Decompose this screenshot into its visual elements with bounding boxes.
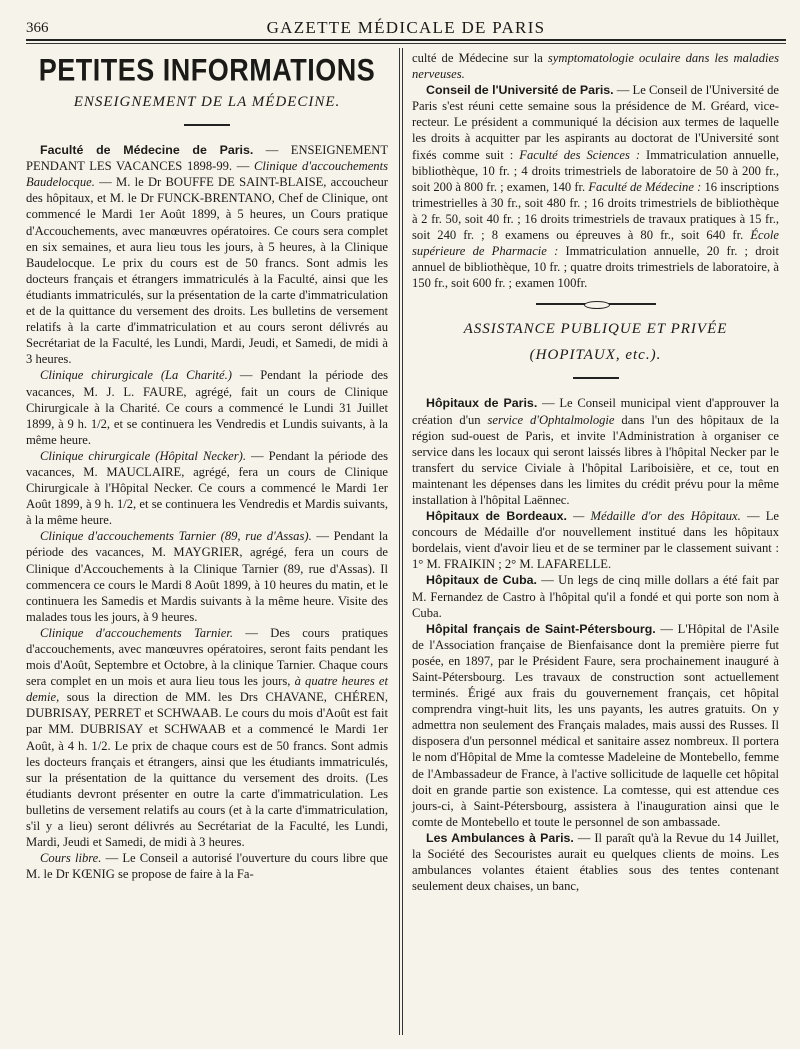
article-tarnier-assas: Clinique d'accouchements Tarnier (89, rue d'Assas). — Pendant la période des vacances, M. MAYGRIER, agrégé, fera un cours de Clinique d'Accouchements à la Clinique Tarnier (89, rue d'Assas). Il commencera ce cours le Mardi 8 Août 1899, à 10 heures du matin, et le continuera les Samedis et Mardis suivants à la même heure. Visite des malades tous les jours, à 9 heures. xyxy=(26,529,388,624)
article-hopitaux-bordeaux: Hôpitaux de Bordeaux. — Médaille d'or des Hôpitaux. — Le concours de Médaille d'or nouvellement institué dans les hôpitaux bordelais, vient d'avoir lieu et de se terminer par le classement suivant : 1° M. FRAIKIN ; 2° M. LAFARELLE. xyxy=(412,509,779,572)
article-heading: Les Ambulances à Paris. xyxy=(426,830,574,845)
column-separator-2 xyxy=(402,48,403,1035)
article-conseil: Conseil de l'Université de Paris. — Le Conseil de l'Université de Paris s'est réuni cette semaine sous la présidence de M. Gréard, vice-recteur. Le président a communiqué la décision aux termes de laquelle les droits à acquitter par les aspirants au doctorat de l'Université sont fixés comme suit : Faculté des Sciences : Immatriculation annuelle, bibliothèque, 10 fr. ; 4 droits trimestriels de laboratoire de 50 à 200 fr., soit 200 à 800 fr. ; examen, 140 fr. Faculté de Médecine : 16 inscriptions trimestrielles à 30 fr., soit 480 fr. ; 16 droits trimestriels de bibliothèque à 2 fr. 50, soit 40 fr. ; 16 droits trimestriels de travaux pratiques à 15 fr., soit 240 fr. ; 8 examens ou épreuves à 80 fr., soit 640 fr. École supérieure de Pharmacie : Immatriculation annuelle, 20 fr. ; droit annuel de bibliothèque, 10 fr. ; quatre droits trimestriels de laboratoire, à 150 fr., soit 600 fr. ; examen 100fr. xyxy=(412,83,779,291)
article-heading: Clinique d'accouchements Tarnier. xyxy=(40,625,234,640)
article-heading: Faculté de Médecine de Paris. xyxy=(40,143,254,158)
left-column xyxy=(26,52,388,882)
main-title: PETITES INFORMATIONS xyxy=(38,52,376,88)
article-faculte: Faculté de Médecine de Paris. — ENSEIGNEMENT PENDANT LES VACANCES 1898-99. — Clinique d'accouchements Baudelocque. — M. le Dr BOUFFE DE SAINT-BLAISE, accoucheur des hôpitaux, et M. le Dr FUNCK-BRENTANO, Chef de Clinique, ont commencé le Mardi 1er Août 1899, à 5 heures, un Cours pratique d'Accouchements, avec manœuvres opératoires. Ce cours sera complet en six semaines, et aura lieu tous les jours, à 5 heures, à la Clinique Baudelocque. Le prix du cours est de 50 francs. Sont admis les docteurs français et étrangers immatriculés à la Faculté, ainsi que les étudiants immatriculés, sur la présentation de la carte d'immatriculation et de la quittance du versement des droits. Les bulletins de versement relatifs à la carte d'immatriculation et au cours seront délivrés au Secrétariat de la Faculté, les Lundi, Mardi, Jeudi, et Samedi, de midi à 3 heures. xyxy=(26,143,389,367)
section-title-assistance: ASSISTANCE PUBLIQUE ET PRIVÉE xyxy=(463,321,728,338)
article-charite: Clinique chirurgicale (La Charité.) — Pendant la période des vacances, M. J. L. FAURE, agrégé, fait un cours de Clinique Chirurgicale à la Charité. Ce cours a commencé le Lundi 31 Juillet 1899, à 9 h. 1/2, et se continuera les Vendredis et Lundis suivants, à la même heure. xyxy=(26,368,388,447)
article-heading: Clinique d'accouchements Tarnier (89, rue d'Assas). xyxy=(40,529,312,544)
page-header xyxy=(26,8,786,38)
article-heading: Hôpitaux de Cuba. xyxy=(426,573,537,588)
article-heading: Hôpitaux de Paris. xyxy=(426,396,538,411)
article-heading: Cours libre. xyxy=(40,851,102,866)
page-number: 366 xyxy=(26,20,49,36)
section-divider xyxy=(573,377,619,379)
header-rule-thin xyxy=(26,43,786,44)
right-column xyxy=(412,50,779,894)
article-necker: Clinique chirurgicale (Hôpital Necker). — Pendant la période des vacances, M. MAUCLAIRE, agrégé, fera un cours de Clinique Chirurgicale à l'Hôpital Necker. Ce cours a commencé le Mardi 1er Août 1899, à 9 h. 1/2, et se continuera les Vendredis et Mardis suivants, à la même heure. xyxy=(26,448,388,528)
section-divider xyxy=(184,124,230,126)
article-heading: Conseil de l'Université de Paris. xyxy=(426,83,614,98)
article-hopitaux-paris: Hôpitaux de Paris. — Le Conseil municipal vient d'approuver la création d'un service d'Ophtalmologie dans l'un des hôpitaux de la région sud-ouest de Paris, et invite l'Administration à organiser ce service dans les locaux qui seront laissés libres à l'hôpital Necker par le transfert du service Civiale à l'hôpital Lariboisière, et ce, tout en maintenant les dépenses dans les limites du crédit prévu pour la même installation à l'hôpital Laënnec. xyxy=(412,396,780,507)
column-separator xyxy=(399,48,400,1035)
header-rule xyxy=(26,39,786,41)
article-hopitaux-cuba: Hôpitaux de Cuba. — Un legs de cinq mille dollars a été fait par M. Fernandez de Castro à l'hôpital qu'il a fondé et qui porte son nom à Cuba. xyxy=(412,573,779,620)
article-heading: Clinique chirurgicale (Hôpital Necker). xyxy=(40,448,246,463)
article-tarnier: Clinique d'accouchements Tarnier. — Des cours pratiques d'accouchements, avec manœuvres opératoires, seront faits pendant les mois d'Août, Septembre et Octobre, à la clinique Tarnier. Chaque cours sera complet en un mois et aura lieu tous les jours, à quatre heures et demie, sous la direction de MM. les Drs CHAVANE, CHÉREN, DUBRISAY, PERRET et SCHWAAB. Le cours du mois d'Août est fait par MM. DUBRISAY et SCHWAAB et a commencé le Mardi 1er Août, à 4 h. 1/2. Le prix de chaque cours est de 50 francs. Sont admis les docteurs français et étrangers, ainsi que les étudiants immatriculés, sur la présentation de la quittance du versement des droits. (Les étudiants devront présenter en outre la carte d'immatriculation. Les bulletins de versement relatifs au cours (et à la carte d'immatriculation, s'il y a lieu) seront délivrés au Secrétariat de la Faculté, les Lundi, Mardi, Jeudi et Samedi, de midi à 3 heures. xyxy=(26,625,388,850)
article-hopital-st-petersbourg: Hôpital français de Saint-Pétersbourg. — L'Hôpital de l'Asile de l'Association française de Bienfaisance dont la première pierre fut posée, en 1897, par le Président Faure, sera prochainement inauguré à Saint-Pétersbourg. Les travaux de construction sont actuellement terminés. Érigé aux frais du gouvernement français, cet hôpital comprendra vingt-huit lits, les uns payants, les autres gratuits. On y admettra non seulement des Français malades, mais aussi des Russes. Il disposera d'un personnel médical et sanitaire assez nombreux. Il portera le nom d'Hôpital de Mme la comtesse Madeleine de Montebello, femme de l'Ambassadeur de France, à l'active sollicitude de laquelle cet hôpital doit en grande partie son existence. La comtesse, qui est attendue ces jours-ci, à Saint-Pétersbourg, assistera à l'inauguration ainsi que le comte de Montebello et toute le personnel de son ambassade. xyxy=(412,621,779,829)
ornamental-divider xyxy=(536,303,656,305)
article-heading: Clinique chirurgicale (La Charité.) xyxy=(40,368,232,383)
section-subtitle-hopitaux: (HOPITAUX, etc.). xyxy=(529,347,662,364)
article-ambulances: Les Ambulances à Paris. — Il paraît qu'à la Revue du 14 Juillet, la Société des Secouristes aurait eu quelques clients de moins. Les ambulances volantes étaient établies sous des tentes contenant seulement deux chaises, un banc, xyxy=(412,830,779,894)
article-heading: Hôpital français de Saint-Pétersbourg. xyxy=(426,621,656,636)
article-continuation: culté de Médecine sur la symptomatologie oculaire dans les maladies nerveuses. xyxy=(412,51,779,82)
journal-title: GAZETTE MÉDICALE DE PARIS xyxy=(266,18,546,37)
section-title-enseignement: ENSEIGNEMENT DE LA MÉDECINE. xyxy=(73,94,341,111)
article-cours-libre: Cours libre. — Le Conseil a autorisé l'ouverture du cours libre que M. le Dr KŒNIG se propose de faire à la Fa- xyxy=(26,851,388,882)
article-heading: Hôpitaux de Bordeaux. xyxy=(426,509,567,524)
